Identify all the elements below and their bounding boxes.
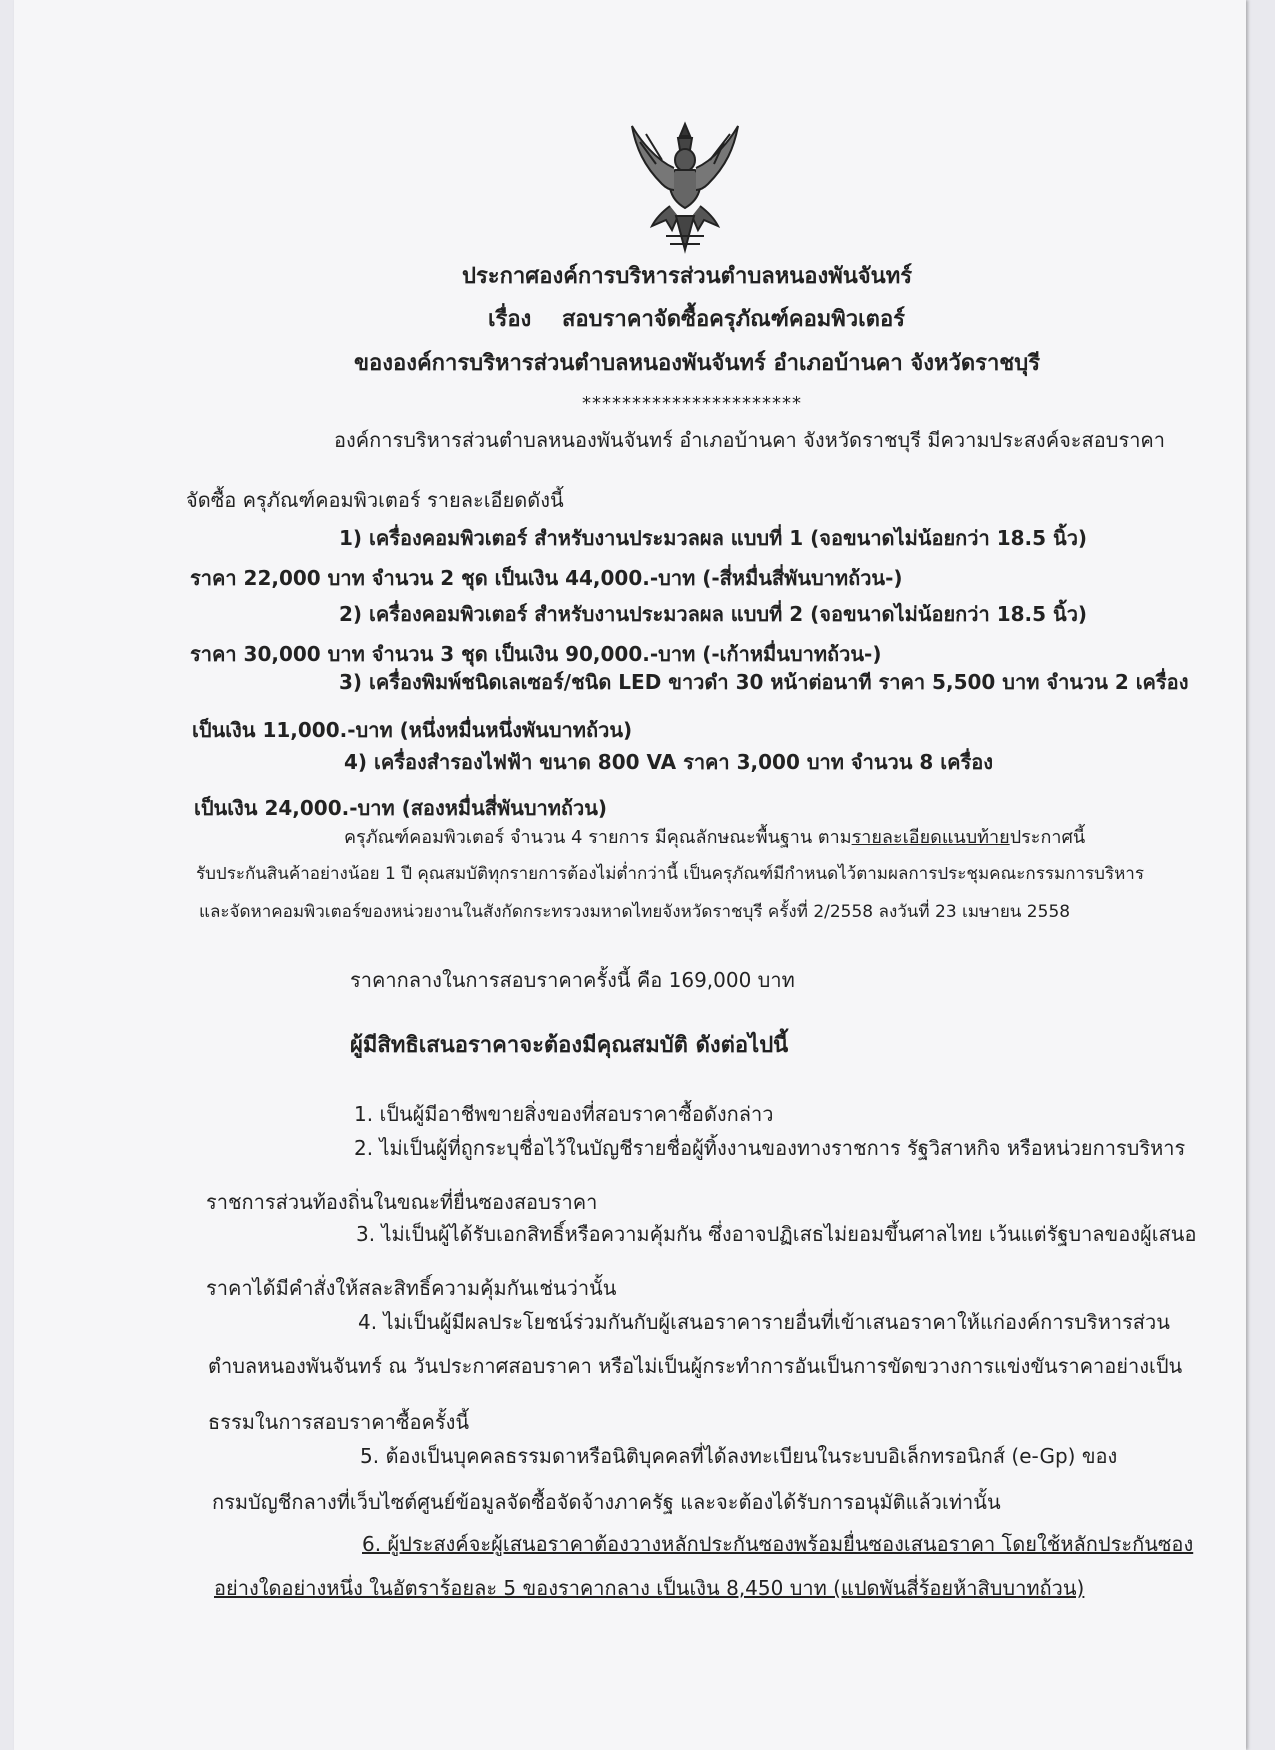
qualification-6-line-2: อย่างใดอย่างหนึ่ง ในอัตราร้อยละ 5 ของราคากลาง เป็นเงิน 8,450 บาท (แปดพันสี่ร้อยห้าสิบบาทถ้วน) (214, 1576, 1085, 1600)
qualification-5-line-2: กรมบัญชีกลางที่เว็บไซต์ศูนย์ข้อมูลจัดซื้อจัดจ้างภาครัฐ และจะต้องได้รับการอนุมัติแล้วเท่านั้น (212, 1490, 1001, 1514)
qualification-6-line-1: 6. ผู้ประสงค์จะผู้เสนอราคาต้องวางหลักประกันซองพร้อมยื่นซองเสนอราคา โดยใช้หลักประกันซอง (362, 1532, 1194, 1556)
spec-line-2: รับประกันสินค้าอย่างน้อย 1 ปี คุณสมบัติทุกรายการต้องไม่ต่ำกว่านี้ เป็นครุภัณฑ์มีกำหนดไว้ตามผลการประชุมคณะกรรมการบริหาร (196, 864, 1144, 884)
item-3-detail: เป็นเงิน 11,000.-บาท (หนึ่งหมื่นหนึ่งพันบาทถ้วน) (192, 718, 633, 742)
intro-line-1: องค์การบริหารส่วนตำบลหนองพันจันทร์ อำเภอบ้านคา จังหวัดราชบุรี มีความประสงค์จะสอบราคา (334, 428, 1166, 452)
item-3-title: 3) เครื่องพิมพ์ชนิดเลเซอร์/ชนิด LED ขาวดำ 30 หน้าต่อนาที ราคา 5,500 บาท จำนวน 2 เครื่อง (339, 670, 1189, 694)
garuda-emblem (626, 120, 744, 254)
item-1-title: 1) เครื่องคอมพิวเตอร์ สำหรับงานประมวลผล แบบที่ 1 (จอขนาดไม่น้อยกว่า 18.5 นิ้ว) (339, 526, 1088, 550)
document-page (14, 0, 1246, 1750)
item-1-detail: ราคา 22,000 บาท จำนวน 2 ชุด เป็นเงิน 44,000.-บาท (-สี่หมื่นสี่พันบาทถ้วน-) (190, 566, 903, 590)
announcement-title: ประกาศองค์การบริหารส่วนตำบลหนองพันจันทร์ (462, 264, 913, 289)
organization-line: ขององค์การบริหารส่วนตำบลหนองพันจันทร์ อำเภอบ้านคา จังหวัดราชบุรี (354, 351, 1041, 376)
qualification-2-line-2: ราชการส่วนท้องถิ่นในขณะที่ยื่นซองสอบราคา (206, 1190, 598, 1214)
item-4-detail: เป็นเงิน 24,000.-บาท (สองหมื่นสี่พันบาทถ้วน) (194, 796, 608, 820)
qualification-3-line-1: 3. ไม่เป็นผู้ได้รับเอกสิทธิ์หรือความคุ้มกัน ซึ่งอาจปฏิเสธไม่ยอมขึ้นศาลไทย เว้นแต่รัฐบาลของผู้เสนอ (356, 1222, 1197, 1246)
qualification-2-line-1: 2. ไม่เป็นผู้ที่ถูกระบุชื่อไว้ในบัญชีรายชื่อผู้ทิ้งงานของทางราชการ รัฐวิสาหกิจ หรือหน่วยการบริหาร (354, 1136, 1186, 1160)
spec-line-1 (344, 826, 1085, 850)
qualification-4-line-2: ตำบลหนองพันจันทร์ ณ วันประกาศสอบราคา หรือไม่เป็นผู้กระทำการอันเป็นการขัดขวางการแข่งขันราคาอย่างเป็น (208, 1354, 1183, 1378)
item-2-title: 2) เครื่องคอมพิวเตอร์ สำหรับงานประมวลผล แบบที่ 2 (จอขนาดไม่น้อยกว่า 18.5 นิ้ว) (339, 602, 1088, 626)
item-2-detail: ราคา 30,000 บาท จำนวน 3 ชุด เป็นเงิน 90,000.-บาท (-เก้าหมื่นบาทถ้วน-) (190, 642, 882, 666)
qualification-1: 1. เป็นผู้มีอาชีพขายสิ่งของที่สอบราคาซื้อดังกล่าว (354, 1102, 774, 1126)
qualification-4-line-1: 4. ไม่เป็นผู้มีผลประโยชน์ร่วมกันกับผู้เสนอราคารายอื่นที่เข้าเสนอราคาให้แก่องค์การบริหารส่วน (358, 1310, 1170, 1334)
spec-line-1-post: ประกาศนี้ (1009, 827, 1086, 848)
qualification-3-line-2: ราคาได้มีคำสั่งให้สละสิทธิ์ความคุ้มกันเช่นว่านั้น (206, 1276, 617, 1300)
qualification-4-line-3: ธรรมในการสอบราคาซื้อครั้งนี้ (208, 1410, 470, 1434)
intro-line-2: จัดซื้อ ครุภัณฑ์คอมพิวเตอร์ รายละเอียดดังนี้ (186, 488, 564, 512)
spec-attachment-link: รายละเอียดแนบท้าย (851, 827, 1010, 848)
qualifications-heading: ผู้มีสิทธิเสนอราคาจะต้องมีคุณสมบัติ ดังต่อไปนี้ (350, 1033, 789, 1058)
spec-line-3: และจัดหาคอมพิวเตอร์ของหน่วยงานในสังกัดกระทรวงมหาดไทยจังหวัดราชบุรี ครั้งที่ 2/2558 ลงวันที่ 23 เมษายน 2558 (199, 902, 1071, 922)
item-4-title: 4) เครื่องสำรองไฟฟ้า ขนาด 800 VA ราคา 3,000 บาท จำนวน 8 เครื่อง (344, 750, 994, 774)
median-price: ราคากลางในการสอบราคาครั้งนี้ คือ 169,000 บาท (350, 968, 795, 992)
separator-stars: ********************** (582, 393, 802, 414)
subject-text: สอบราคาจัดซื้อครุภัณฑ์คอมพิวเตอร์ (562, 307, 905, 332)
qualification-5-line-1: 5. ต้องเป็นบุคคลธรรมดาหรือนิติบุคคลที่ได้ลงทะเบียนในระบบอิเล็กทรอนิกส์ (e-Gp) ของ (360, 1444, 1118, 1468)
subject-label: เรื่อง (488, 307, 532, 332)
spec-line-1-pre: ครุภัณฑ์คอมพิวเตอร์ จำนวน 4 รายการ มีคุณลักษณะพื้นฐาน ตาม (344, 827, 852, 848)
